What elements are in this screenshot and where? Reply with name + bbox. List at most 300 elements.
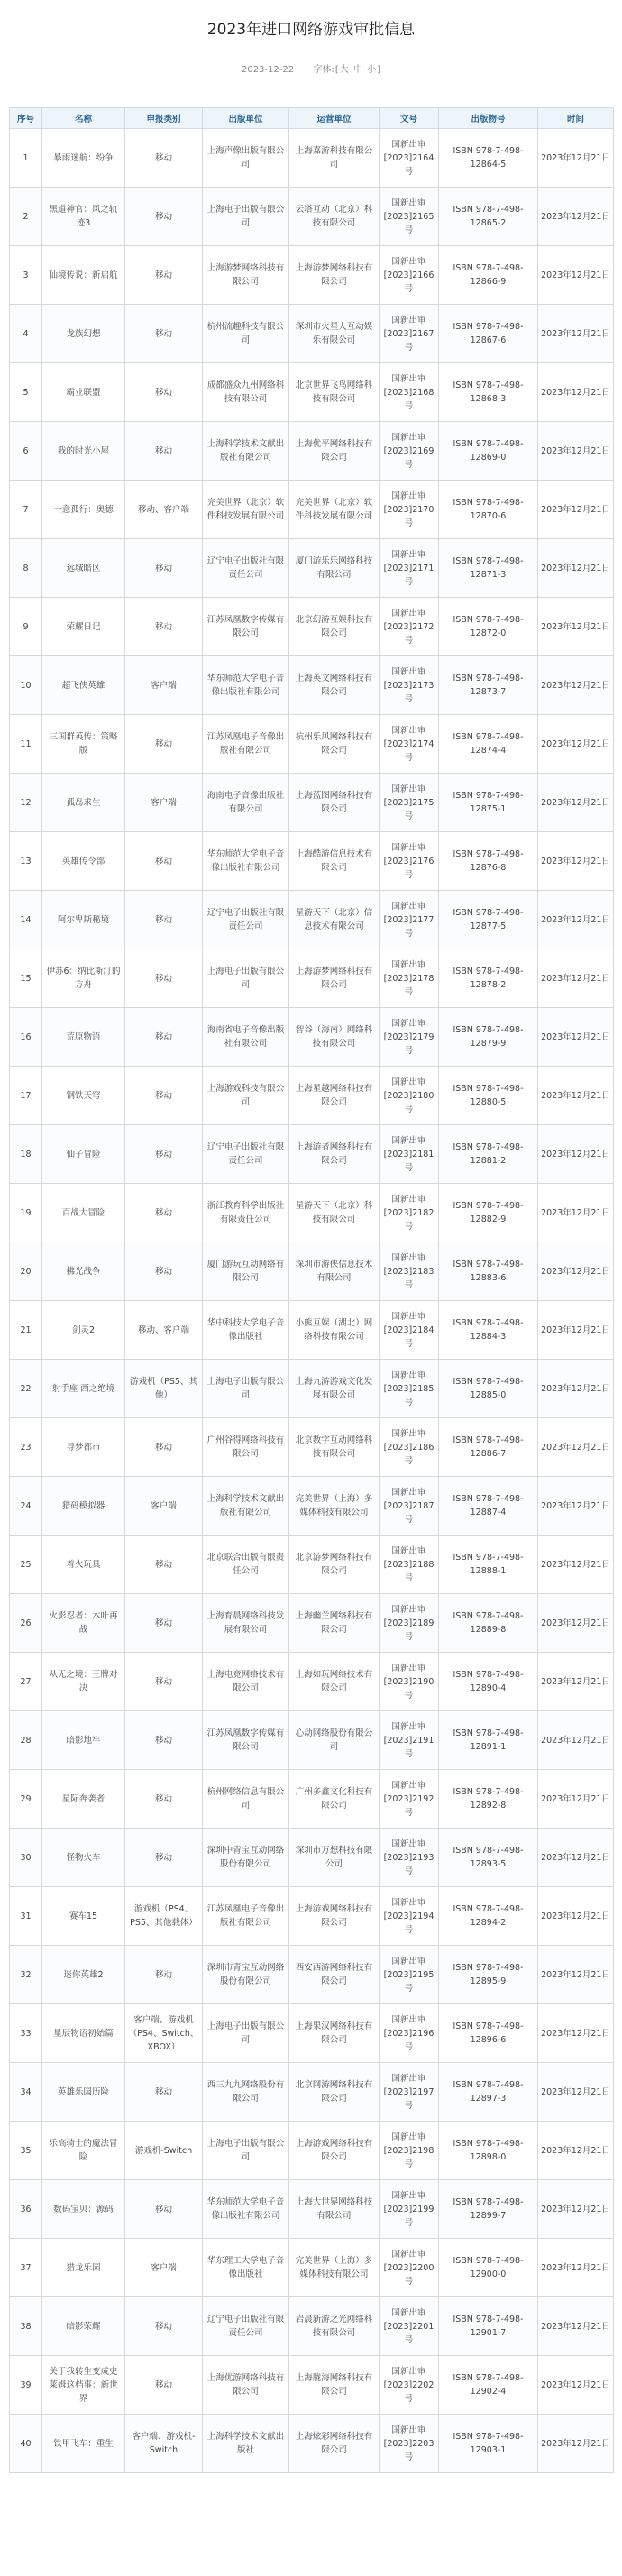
cell-date: 2023年12月21日 xyxy=(538,188,614,246)
cell-index: 39 xyxy=(10,2356,42,2415)
cell-operator: 北京数字互动网络科技有限公司 xyxy=(289,1418,380,1477)
cell-name: 英雄乐园历险 xyxy=(42,2063,125,2122)
page-title: 2023年进口网络游戏审批信息 xyxy=(206,21,416,39)
cell-approval-number: 国新出审[2023]2184号 xyxy=(380,1301,439,1360)
cell-category: 移动 xyxy=(125,2297,203,2356)
cell-operator: 上海酷游信息技术有限公司 xyxy=(289,832,380,891)
cell-index: 4 xyxy=(10,305,42,363)
table-row xyxy=(10,1125,614,1184)
cell-date: 2023年12月21日 xyxy=(538,1653,614,1711)
cell-operator: 上海炫彩网络科技有限公司 xyxy=(289,2415,380,2473)
cell-approval-number: 国新出审[2023]2199号 xyxy=(380,2180,439,2239)
cell-operator: 上海嘉游科技有限公司 xyxy=(289,129,380,188)
cell-publisher: 成都盛众九州网络科技有限公司 xyxy=(203,363,289,422)
cell-approval-number: 国新出审[2023]2195号 xyxy=(380,1946,439,2004)
table-row xyxy=(10,481,614,539)
cell-category: 移动 xyxy=(125,1594,203,1653)
cell-category: 游戏机-Switch xyxy=(125,2122,203,2180)
cell-publisher: 上海科学技术文献出版社有限公司 xyxy=(203,1477,289,1536)
cell-operator: 上海游者网络科技有限公司 xyxy=(289,1125,380,1184)
cell-name: 一意孤行：奥德 xyxy=(42,481,125,539)
cell-publisher: 江苏凤凰数字传媒有限公司 xyxy=(203,1711,289,1770)
font-size-large-button[interactable]: 大 xyxy=(339,65,349,75)
cell-publisher: 上海游戏科技有限公司 xyxy=(203,1067,289,1125)
cell-operator: 北京世界飞鸟网络科技有限公司 xyxy=(289,363,380,422)
cell-publisher: 辽宁电子出版社有限责任公司 xyxy=(203,2297,289,2356)
cell-approval-number: 国新出审[2023]2169号 xyxy=(380,422,439,481)
cell-date: 2023年12月21日 xyxy=(538,1594,614,1653)
cell-publisher: 北京联合出版有限责任公司 xyxy=(203,1536,289,1594)
cell-publisher: 上海电子出版有限公司 xyxy=(203,1360,289,1418)
cell-isbn: ISBN 978-7-498-12886-7 xyxy=(439,1418,538,1477)
table-row xyxy=(10,188,614,246)
cell-isbn: ISBN 978-7-498-12874-4 xyxy=(439,715,538,774)
cell-operator: 完美世界（北京）软件科技发展有限公司 xyxy=(289,481,380,539)
cell-date: 2023年12月21日 xyxy=(538,1946,614,2004)
cell-operator: 深圳市游侠信息技术有限公司 xyxy=(289,1242,380,1301)
cell-isbn: ISBN 978-7-498-12893-5 xyxy=(439,1829,538,1887)
cell-publisher: 上海育晨网络科技发展有限公司 xyxy=(203,1594,289,1653)
cell-name: 射手座 西之绝境 xyxy=(42,1360,125,1418)
cell-publisher: 西三九九网络股份有限公司 xyxy=(203,2063,289,2122)
cell-approval-number: 国新出审[2023]2187号 xyxy=(380,1477,439,1536)
cell-name: 迷你英雄2 xyxy=(42,1946,125,2004)
cell-isbn: ISBN 978-7-498-12903-1 xyxy=(439,2415,538,2473)
header-index: 序号 xyxy=(10,108,42,129)
cell-operator: 星游天下（北京）科技有限公司 xyxy=(289,1184,380,1242)
cell-publisher: 海南电子音像出版社有限公司 xyxy=(203,774,289,832)
cell-category: 移动 xyxy=(125,832,203,891)
cell-approval-number: 国新出审[2023]2168号 xyxy=(380,363,439,422)
cell-approval-number: 国新出审[2023]2201号 xyxy=(380,2297,439,2356)
cell-index: 21 xyxy=(10,1301,42,1360)
cell-name: 黑道神官：风之轨迹3 xyxy=(42,188,125,246)
cell-approval-number: 国新出审[2023]2172号 xyxy=(380,598,439,656)
cell-isbn: ISBN 978-7-498-12888-1 xyxy=(439,1536,538,1594)
cell-publisher: 浙江教育科学出版社有限责任公司 xyxy=(203,1184,289,1242)
cell-publisher: 华东师范大学电子音像出版社有限公司 xyxy=(203,2180,289,2239)
cell-publisher: 上海优游网络科技有限公司 xyxy=(203,2356,289,2415)
cell-category: 客户端 xyxy=(125,1477,203,1536)
cell-isbn: ISBN 978-7-498-12873-7 xyxy=(439,656,538,715)
cell-approval-number: 国新出审[2023]2178号 xyxy=(380,949,439,1008)
cell-publisher: 上海电子出版有限公司 xyxy=(203,188,289,246)
cell-category: 移动 xyxy=(125,949,203,1008)
cell-category: 客户端 xyxy=(125,774,203,832)
cell-name: 孤岛求生 xyxy=(42,774,125,832)
table-row xyxy=(10,246,614,305)
cell-date: 2023年12月21日 xyxy=(538,1008,614,1067)
cell-name: 远城暗区 xyxy=(42,539,125,598)
cell-publisher: 辽宁电子出版社有限责任公司 xyxy=(203,539,289,598)
cell-publisher: 广州谷得网络科技有限公司 xyxy=(203,1418,289,1477)
table-row xyxy=(10,715,614,774)
cell-category: 客户端 xyxy=(125,2239,203,2297)
cell-category: 移动 xyxy=(125,2180,203,2239)
cell-operator: 北京幻游互娱科技有限公司 xyxy=(289,598,380,656)
cell-isbn: ISBN 978-7-498-12891-1 xyxy=(439,1711,538,1770)
header-publisher: 出版单位 xyxy=(203,108,289,129)
cell-category: 移动 xyxy=(125,1536,203,1594)
cell-isbn: ISBN 978-7-498-12866-9 xyxy=(439,246,538,305)
cell-index: 34 xyxy=(10,2063,42,2122)
cell-publisher: 辽宁电子出版社有限责任公司 xyxy=(203,1125,289,1184)
cell-name: 英雄传令部 xyxy=(42,832,125,891)
cell-index: 29 xyxy=(10,1770,42,1829)
cell-isbn: ISBN 978-7-498-12883-6 xyxy=(439,1242,538,1301)
table-row xyxy=(10,1653,614,1711)
font-size-label: 字体: xyxy=(313,65,334,75)
cell-date: 2023年12月21日 xyxy=(538,539,614,598)
cell-operator: 上海果汉网络科技有限公司 xyxy=(289,2004,380,2063)
table-row xyxy=(10,305,614,363)
cell-operator: 心动网络股份有限公司 xyxy=(289,1711,380,1770)
table-row xyxy=(10,1067,614,1125)
cell-approval-number: 国新出审[2023]2198号 xyxy=(380,2122,439,2180)
cell-index: 28 xyxy=(10,1711,42,1770)
cell-isbn: ISBN 978-7-498-12885-0 xyxy=(439,1360,538,1418)
cell-operator: 上海星越网络科技有限公司 xyxy=(289,1067,380,1125)
cell-index: 8 xyxy=(10,539,42,598)
cell-date: 2023年12月21日 xyxy=(538,2415,614,2473)
cell-approval-number: 国新出审[2023]2200号 xyxy=(380,2239,439,2297)
cell-category: 移动 xyxy=(125,2063,203,2122)
cell-operator: 上海游梦网络科技有限公司 xyxy=(289,246,380,305)
cell-date: 2023年12月21日 xyxy=(538,1242,614,1301)
cell-category: 移动 xyxy=(125,1946,203,2004)
cell-date: 2023年12月21日 xyxy=(538,1536,614,1594)
cell-index: 24 xyxy=(10,1477,42,1536)
cell-index: 17 xyxy=(10,1067,42,1125)
cell-index: 9 xyxy=(10,598,42,656)
cell-isbn: ISBN 978-7-498-12877-5 xyxy=(439,891,538,949)
cell-date: 2023年12月21日 xyxy=(538,1184,614,1242)
cell-date: 2023年12月21日 xyxy=(538,598,614,656)
cell-publisher: 江苏凤凰电子音像出版社有限公司 xyxy=(203,1887,289,1946)
cell-isbn: ISBN 978-7-498-12879-9 xyxy=(439,1008,538,1067)
cell-index: 36 xyxy=(10,2180,42,2239)
cell-isbn: ISBN 978-7-498-12864-5 xyxy=(439,129,538,188)
cell-index: 13 xyxy=(10,832,42,891)
cell-publisher: 华东理工大学电子音像出版社 xyxy=(203,2239,289,2297)
cell-isbn: ISBN 978-7-498-12898-0 xyxy=(439,2122,538,2180)
cell-operator: 上海游梦网络科技有限公司 xyxy=(289,949,380,1008)
cell-name: 数码宝贝：源码 xyxy=(42,2180,125,2239)
cell-category: 移动 xyxy=(125,305,203,363)
cell-date: 2023年12月21日 xyxy=(538,481,614,539)
cell-category: 移动、客户端 xyxy=(125,1301,203,1360)
cell-date: 2023年12月21日 xyxy=(538,1301,614,1360)
table-row xyxy=(10,1829,614,1887)
cell-date: 2023年12月21日 xyxy=(538,1770,614,1829)
cell-publisher: 海南省电子音像出版社有限公司 xyxy=(203,1008,289,1067)
cell-index: 22 xyxy=(10,1360,42,1418)
cell-name: 三国群英传：策略版 xyxy=(42,715,125,774)
cell-operator: 深圳市火星人互动娱乐有限公司 xyxy=(289,305,380,363)
cell-date: 2023年12月21日 xyxy=(538,832,614,891)
header-operator: 运营单位 xyxy=(289,108,380,129)
cell-isbn: ISBN 978-7-498-12875-1 xyxy=(439,774,538,832)
cell-operator: 上海如玩网络技术有限公司 xyxy=(289,1653,380,1711)
cell-index: 6 xyxy=(10,422,42,481)
cell-category: 游戏机（PS4、PS5、其他载体） xyxy=(125,1887,203,1946)
font-size-small-button[interactable]: 小 xyxy=(367,65,377,75)
table-body xyxy=(10,129,614,2473)
table-row xyxy=(10,2297,614,2356)
cell-name: 乐高骑士的魔法冒险 xyxy=(42,2122,125,2180)
cell-name: 星辰物语初始篇 xyxy=(42,2004,125,2063)
cell-category: 移动 xyxy=(125,129,203,188)
cell-publisher: 深圳中青宝互动网络股份有限公司 xyxy=(203,1829,289,1887)
cell-operator: 深圳市万想科技有限公司 xyxy=(289,1829,380,1887)
cell-index: 31 xyxy=(10,1887,42,1946)
cell-category: 移动 xyxy=(125,363,203,422)
cell-index: 20 xyxy=(10,1242,42,1301)
cell-publisher: 上海电竞网络技术有限公司 xyxy=(203,1653,289,1711)
table-row xyxy=(10,1594,614,1653)
cell-date: 2023年12月21日 xyxy=(538,2297,614,2356)
cell-operator: 上海胧海网络科技有限公司 xyxy=(289,2356,380,2415)
cell-name: 关于我转生变成史莱姆这档事：新世界 xyxy=(42,2356,125,2415)
cell-index: 16 xyxy=(10,1008,42,1067)
approval-table-wrapper xyxy=(9,107,613,2473)
cell-operator: 星游天下（北京）信息技术有限公司 xyxy=(289,891,380,949)
font-size-control: 字体:[大 中 小] xyxy=(313,65,381,75)
cell-operator: 智谷（海南）网络科技有限公司 xyxy=(289,1008,380,1067)
cell-index: 27 xyxy=(10,1653,42,1711)
cell-index: 3 xyxy=(10,246,42,305)
cell-operator: 完美世界（上海）多媒体科技有限公司 xyxy=(289,1477,380,1536)
table-row xyxy=(10,1536,614,1594)
cell-date: 2023年12月21日 xyxy=(538,422,614,481)
cell-publisher: 杭州流趣科技有限公司 xyxy=(203,305,289,363)
cell-isbn: ISBN 978-7-498-12884-3 xyxy=(439,1301,538,1360)
cell-approval-number: 国新出审[2023]2196号 xyxy=(380,2004,439,2063)
cell-name: 荒原物语 xyxy=(42,1008,125,1067)
cell-isbn: ISBN 978-7-498-12896-6 xyxy=(439,2004,538,2063)
table-row xyxy=(10,1711,614,1770)
cell-index: 32 xyxy=(10,1946,42,2004)
cell-index: 26 xyxy=(10,1594,42,1653)
table-row xyxy=(10,2415,614,2473)
cell-index: 14 xyxy=(10,891,42,949)
publish-date: 2023-12-22 xyxy=(241,65,295,75)
cell-index: 23 xyxy=(10,1418,42,1477)
cell-index: 15 xyxy=(10,949,42,1008)
cell-date: 2023年12月21日 xyxy=(538,1477,614,1536)
cell-operator: 北京网游网络科技有限公司 xyxy=(289,2063,380,2122)
cell-approval-number: 国新出审[2023]2191号 xyxy=(380,1711,439,1770)
cell-approval-number: 国新出审[2023]2167号 xyxy=(380,305,439,363)
cell-index: 12 xyxy=(10,774,42,832)
cell-publisher: 江苏凤凰数字传媒有限公司 xyxy=(203,598,289,656)
cell-approval-number: 国新出审[2023]2190号 xyxy=(380,1653,439,1711)
cell-category: 移动 xyxy=(125,1829,203,1887)
cell-category: 移动 xyxy=(125,1008,203,1067)
cell-index: 33 xyxy=(10,2004,42,2063)
cell-operator: 厦门游乐乐网络科技有限公司 xyxy=(289,539,380,598)
cell-isbn: ISBN 978-7-498-12892-8 xyxy=(439,1770,538,1829)
cell-approval-number: 国新出审[2023]2189号 xyxy=(380,1594,439,1653)
cell-category: 移动、客户端 xyxy=(125,481,203,539)
cell-publisher: 厦门游玩互动网络有限公司 xyxy=(203,1242,289,1301)
cell-publisher: 上海电子出版有限公司 xyxy=(203,2004,289,2063)
cell-approval-number: 国新出审[2023]2174号 xyxy=(380,715,439,774)
cell-isbn: ISBN 978-7-498-12870-6 xyxy=(439,481,538,539)
cell-approval-number: 国新出审[2023]2197号 xyxy=(380,2063,439,2122)
cell-date: 2023年12月21日 xyxy=(538,129,614,188)
cell-name: 猎码模拟器 xyxy=(42,1477,125,1536)
cell-isbn: ISBN 978-7-498-12872-0 xyxy=(439,598,538,656)
cell-operator: 完美世界（上海）多媒体科技有限公司 xyxy=(289,2239,380,2297)
cell-isbn: ISBN 978-7-498-12865-2 xyxy=(439,188,538,246)
table-row xyxy=(10,1887,614,1946)
header-name: 名称 xyxy=(42,108,125,129)
cell-approval-number: 国新出审[2023]2164号 xyxy=(380,129,439,188)
header-category: 申报类别 xyxy=(125,108,203,129)
cell-category: 移动 xyxy=(125,1711,203,1770)
table-row xyxy=(10,539,614,598)
cell-date: 2023年12月21日 xyxy=(538,715,614,774)
cell-publisher: 上海科学技术文献出版社有限公司 xyxy=(203,422,289,481)
cell-operator: 云塔互动（北京）科技有限公司 xyxy=(289,188,380,246)
cell-isbn: ISBN 978-7-498-12867-6 xyxy=(439,305,538,363)
table-row xyxy=(10,2004,614,2063)
table-row xyxy=(10,2239,614,2297)
cell-approval-number: 国新出审[2023]2203号 xyxy=(380,2415,439,2473)
table-row xyxy=(10,129,614,188)
cell-approval-number: 国新出审[2023]2166号 xyxy=(380,246,439,305)
cell-isbn: ISBN 978-7-498-12899-7 xyxy=(439,2180,538,2239)
cell-isbn: ISBN 978-7-498-12871-3 xyxy=(439,539,538,598)
cell-category: 移动 xyxy=(125,1653,203,1711)
cell-index: 38 xyxy=(10,2297,42,2356)
cell-category: 移动 xyxy=(125,715,203,774)
table-row xyxy=(10,2063,614,2122)
cell-index: 25 xyxy=(10,1536,42,1594)
cell-approval-number: 国新出审[2023]2181号 xyxy=(380,1125,439,1184)
cell-isbn: ISBN 978-7-498-12894-2 xyxy=(439,1887,538,1946)
cell-name: 龙族幻想 xyxy=(42,305,125,363)
cell-name: 仙境传说：新启航 xyxy=(42,246,125,305)
table-row xyxy=(10,1301,614,1360)
cell-approval-number: 国新出审[2023]2175号 xyxy=(380,774,439,832)
table-row xyxy=(10,1418,614,1477)
cell-isbn: ISBN 978-7-498-12887-4 xyxy=(439,1477,538,1536)
cell-approval-number: 国新出审[2023]2183号 xyxy=(380,1242,439,1301)
cell-isbn: ISBN 978-7-498-12902-4 xyxy=(439,2356,538,2415)
cell-publisher: 华中科技大学电子音像出版社 xyxy=(203,1301,289,1360)
cell-operator: 上海蓝图网络科技有限公司 xyxy=(289,774,380,832)
cell-date: 2023年12月21日 xyxy=(538,1067,614,1125)
table-row xyxy=(10,774,614,832)
table-row xyxy=(10,891,614,949)
cell-publisher: 上海科学技术文献出版社 xyxy=(203,2415,289,2473)
cell-index: 1 xyxy=(10,129,42,188)
cell-name: 霸业联盟 xyxy=(42,363,125,422)
cell-name: 火影忍者：木叶再战 xyxy=(42,1594,125,1653)
cell-operator: 广州多鑫文化科技有限公司 xyxy=(289,1770,380,1829)
cell-isbn: ISBN 978-7-498-12878-2 xyxy=(439,949,538,1008)
cell-name: 伊苏6：纳比斯汀的方舟 xyxy=(42,949,125,1008)
cell-index: 37 xyxy=(10,2239,42,2297)
cell-date: 2023年12月21日 xyxy=(538,1360,614,1418)
cell-name: 暗影地牢 xyxy=(42,1711,125,1770)
cell-name: 怪物火车 xyxy=(42,1829,125,1887)
header-approval-number: 文号 xyxy=(380,108,439,129)
cell-index: 7 xyxy=(10,481,42,539)
cell-isbn: ISBN 978-7-498-12895-9 xyxy=(439,1946,538,2004)
cell-date: 2023年12月21日 xyxy=(538,656,614,715)
article-meta xyxy=(0,61,622,74)
cell-category: 移动 xyxy=(125,1770,203,1829)
cell-name: 从无之境：王牌对决 xyxy=(42,1653,125,1711)
table-row xyxy=(10,1477,614,1536)
cell-name: 暴雨迷航：纷争 xyxy=(42,129,125,188)
cell-name: 阿尔卑斯秘境 xyxy=(42,891,125,949)
cell-name: 我的时光小屋 xyxy=(42,422,125,481)
cell-publisher: 华东师范大学电子音像出版社有限公司 xyxy=(203,656,289,715)
table-row xyxy=(10,1008,614,1067)
cell-index: 30 xyxy=(10,1829,42,1887)
cell-date: 2023年12月21日 xyxy=(538,949,614,1008)
cell-category: 移动 xyxy=(125,2356,203,2415)
cell-publisher: 华东师范大学电子音像出版社有限公司 xyxy=(203,832,289,891)
cell-index: 40 xyxy=(10,2415,42,2473)
cell-category: 移动 xyxy=(125,246,203,305)
table-header-row xyxy=(10,108,614,129)
cell-operator: 小熊互娱（湖北）网络科技有限公司 xyxy=(289,1301,380,1360)
table-row xyxy=(10,1242,614,1301)
cell-index: 11 xyxy=(10,715,42,774)
table-row xyxy=(10,2356,614,2415)
cell-date: 2023年12月21日 xyxy=(538,1887,614,1946)
cell-approval-number: 国新出审[2023]2186号 xyxy=(380,1418,439,1477)
cell-publisher: 辽宁电子出版社有限责任公司 xyxy=(203,891,289,949)
cell-index: 18 xyxy=(10,1125,42,1184)
cell-name: 猎龙乐园 xyxy=(42,2239,125,2297)
cell-operator: 上海幽兰网络科技有限公司 xyxy=(289,1594,380,1653)
cell-isbn: ISBN 978-7-498-12897-3 xyxy=(439,2063,538,2122)
cell-approval-number: 国新出审[2023]2193号 xyxy=(380,1829,439,1887)
approval-table xyxy=(9,107,614,2473)
cell-category: 客户端、游戏机-Switch xyxy=(125,2415,203,2473)
cell-date: 2023年12月21日 xyxy=(538,2180,614,2239)
cell-approval-number: 国新出审[2023]2173号 xyxy=(380,656,439,715)
cell-name: 剑灵2 xyxy=(42,1301,125,1360)
cell-operator: 杭州乐风网络科技有限公司 xyxy=(289,715,380,774)
cell-approval-number: 国新出审[2023]2185号 xyxy=(380,1360,439,1418)
cell-approval-number: 国新出审[2023]2188号 xyxy=(380,1536,439,1594)
cell-category: 移动 xyxy=(125,891,203,949)
table-row xyxy=(10,1770,614,1829)
cell-approval-number: 国新出审[2023]2171号 xyxy=(380,539,439,598)
header-date: 时间 xyxy=(538,108,614,129)
cell-name: 寻梦都市 xyxy=(42,1418,125,1477)
cell-isbn: ISBN 978-7-498-12876-8 xyxy=(439,832,538,891)
font-size-medium-button[interactable]: 中 xyxy=(352,65,362,75)
table-row xyxy=(10,598,614,656)
cell-publisher: 江苏凤凰电子音像出版社有限公司 xyxy=(203,715,289,774)
cell-publisher: 上海游梦网络科技有限公司 xyxy=(203,246,289,305)
cell-approval-number: 国新出审[2023]2165号 xyxy=(380,188,439,246)
cell-operator: 上海英文网络科技有限公司 xyxy=(289,656,380,715)
cell-category: 客户端 xyxy=(125,656,203,715)
cell-category: 移动 xyxy=(125,1125,203,1184)
cell-name: 星际奔袭者 xyxy=(42,1770,125,1829)
cell-date: 2023年12月21日 xyxy=(538,2239,614,2297)
cell-date: 2023年12月21日 xyxy=(538,1711,614,1770)
